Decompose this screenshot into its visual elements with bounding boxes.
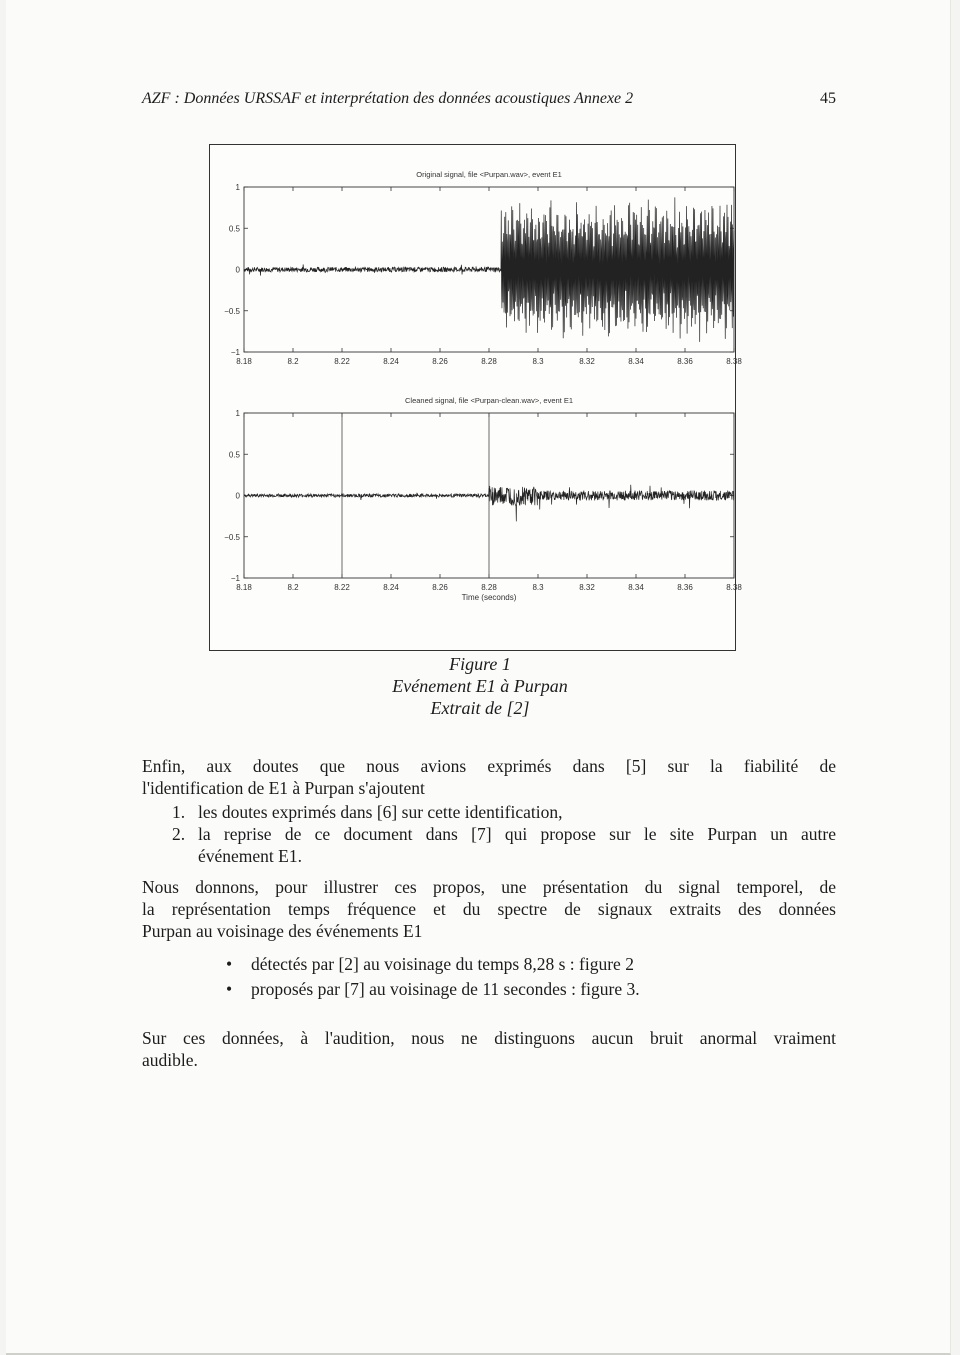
list-item-number: 2. [172,824,186,844]
numbered-list [142,801,836,867]
signal-trace [244,197,734,341]
x-tick-label: 8.22 [334,357,350,366]
paragraph-3 [142,1027,836,1071]
paragraph-3-line-2: audible. [142,1050,198,1070]
x-tick-label: 8.28 [481,357,497,366]
x-tick-label: 8.28 [481,583,497,592]
x-axis-label: Time (seconds) [461,593,517,602]
paragraph-2-line-1: Nous donnons, pour illustrer ces propos, une présentation du signal temporel, de [142,877,836,897]
paragraph-2-line-2: la représentation temps fréquence et du spectre de signaux extraits des données [142,899,836,919]
y-tick-label: 0 [235,491,240,501]
figure-1 [209,144,742,651]
y-tick-label: 0 [235,265,240,275]
list-item [142,801,836,823]
y-tick-label: 0.5 [228,450,240,460]
x-tick-label: 8.2 [287,583,299,592]
paragraph-1-line-2: l'identification de E1 à Purpan s'ajoutent [142,778,425,798]
x-tick-label: 8.38 [726,583,742,592]
plot-title: Original signal, file <Purpan.wav>, event E1 [416,170,562,179]
list-item-number: 1. [172,802,186,822]
x-tick-label: 8.26 [432,583,448,592]
y-tick-label: −1 [230,348,240,357]
list-item-text: proposés par [7] au voisinage de 11 secondes : figure 3. [251,979,640,999]
bullet: • [226,954,233,974]
paragraph-1-line-1: Enfin, aux doutes que nous avions exprimés dans [5] sur la fiabilité de [142,756,836,776]
list-item-text-line-1: la reprise de ce document dans [7] qui propose sur le site Purpan un autre [198,824,836,844]
x-tick-label: 8.2 [287,357,299,366]
figure-caption [380,653,580,719]
header-title: AZF : Données URSSAF et interprétation des données acoustiques Annexe 2 [142,90,634,107]
x-tick-label: 8.24 [383,357,399,366]
caption-source: Extrait de [2] [430,698,530,718]
paragraph-2-line-3: Purpan au voisinage des événements E1 [142,921,423,941]
paragraph-3-line-1: Sur ces données, à l'audition, nous ne distinguons aucun bruit anormal vraiment [142,1028,836,1048]
y-tick-label: 0.5 [228,224,240,234]
x-tick-label: 8.36 [677,583,693,592]
list-item-text: les doutes exprimés dans [6] sur cette identification, [198,802,563,822]
x-tick-label: 8.32 [579,583,595,592]
paragraph-2 [142,876,836,942]
x-tick-label: 8.18 [236,357,252,366]
paragraph-1 [142,755,836,799]
list-item [142,823,836,867]
plot-title: Cleaned signal, file <Purpan-clean.wav>, event E1 [404,396,574,405]
caption-title: Evénement E1 à Purpan [392,676,568,696]
list-item-text: détectés par [2] au voisinage du temps 8,28 s : figure 2 [251,954,634,974]
caption-figure-number: Figure 1 [449,654,511,674]
x-tick-label: 8.38 [726,357,742,366]
bullet-list [142,952,836,1002]
y-tick-label: −1 [230,574,240,583]
x-tick-label: 8.24 [383,583,399,592]
list-item [142,952,836,977]
list-item-text-line-2: événement E1. [198,846,302,866]
y-tick-label: −0.5 [224,532,240,542]
bullet: • [226,979,233,999]
list-item [142,977,836,1002]
x-tick-label: 8.32 [579,357,595,366]
page-number: 45 [820,90,836,107]
y-tick-label: −0.5 [224,306,240,316]
y-tick-label: 1 [235,409,240,418]
running-header [142,90,836,108]
x-tick-label: 8.3 [532,357,544,366]
x-tick-label: 8.22 [334,583,350,592]
x-tick-label: 8.34 [628,357,644,366]
x-tick-label: 8.18 [236,583,252,592]
y-tick-label: 1 [235,183,240,192]
x-tick-label: 8.26 [432,357,448,366]
x-tick-label: 8.34 [628,583,644,592]
figure-1-plots [210,145,742,652]
x-tick-label: 8.36 [677,357,693,366]
x-tick-label: 8.3 [532,583,544,592]
